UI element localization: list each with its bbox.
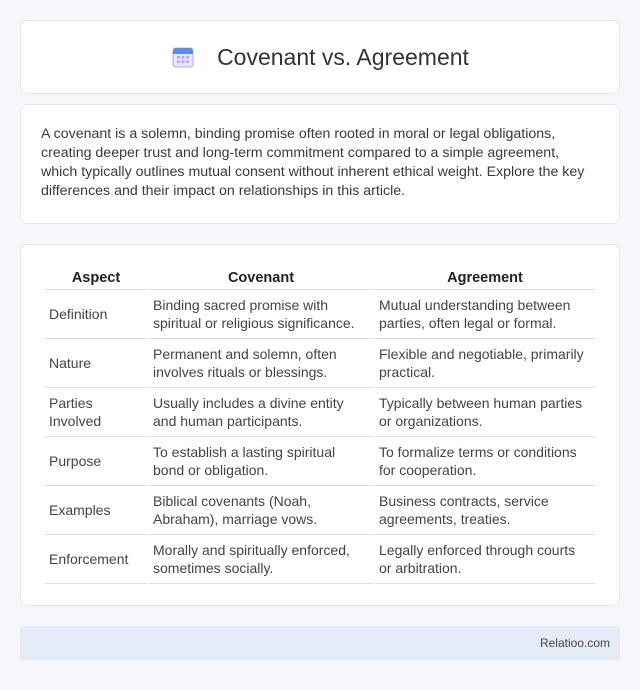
aspect-cell: Examples (45, 486, 147, 535)
table-row (45, 437, 595, 486)
table-row (45, 486, 595, 535)
aspect-cell: Parties Involved (45, 388, 147, 437)
agreement-cell: Typically between human parties or organizations. (375, 388, 595, 437)
footer-site-link[interactable]: Relatioo.com (539, 636, 610, 650)
table-row (45, 535, 595, 584)
calendar-icon (171, 45, 195, 69)
intro-card (20, 104, 620, 224)
covenant-cell: Biblical covenants (Noah, Abraham), marriage vows. (149, 486, 373, 535)
covenant-cell: Permanent and solemn, often involves rituals or blessings. (149, 339, 373, 388)
aspect-cell: Nature (45, 339, 147, 388)
covenant-cell: To establish a lasting spiritual bond or obligation. (149, 437, 373, 486)
table-header-row (45, 265, 595, 290)
agreement-cell: Business contracts, service agreements, treaties. (375, 486, 595, 535)
agreement-cell: Legally enforced through courts or arbitration. (375, 535, 595, 584)
header-aspect: Aspect (45, 265, 147, 290)
header-agreement: Agreement (375, 265, 595, 290)
aspect-cell: Enforcement (45, 535, 147, 584)
aspect-cell: Purpose (45, 437, 147, 486)
aspect-cell: Definition (45, 290, 147, 339)
intro-text: A covenant is a solemn, binding promise often rooted in moral or legal obligations, creating deeper trust and long-term commitment compared to a simple agreement, which typically outlines mutual consent without inherent ethical weight. Explore the key differences and their impact on relationships in this article. (41, 126, 585, 199)
title-card (20, 20, 620, 94)
footer (20, 626, 620, 660)
page-title: Covenant vs. Agreement (217, 43, 469, 70)
comparison-table (43, 265, 597, 584)
covenant-cell: Morally and spiritually enforced, sometimes socially. (149, 535, 373, 584)
covenant-cell: Binding sacred promise with spiritual or religious significance. (149, 290, 373, 339)
header-covenant: Covenant (149, 265, 373, 290)
agreement-cell: Flexible and negotiable, primarily practical. (375, 339, 595, 388)
covenant-cell: Usually includes a divine entity and human participants. (149, 388, 373, 437)
agreement-cell: Mutual understanding between parties, often legal or formal. (375, 290, 595, 339)
table-row (45, 339, 595, 388)
table-row (45, 290, 595, 339)
table-row (45, 388, 595, 437)
agreement-cell: To formalize terms or conditions for cooperation. (375, 437, 595, 486)
comparison-table-card (20, 244, 620, 606)
